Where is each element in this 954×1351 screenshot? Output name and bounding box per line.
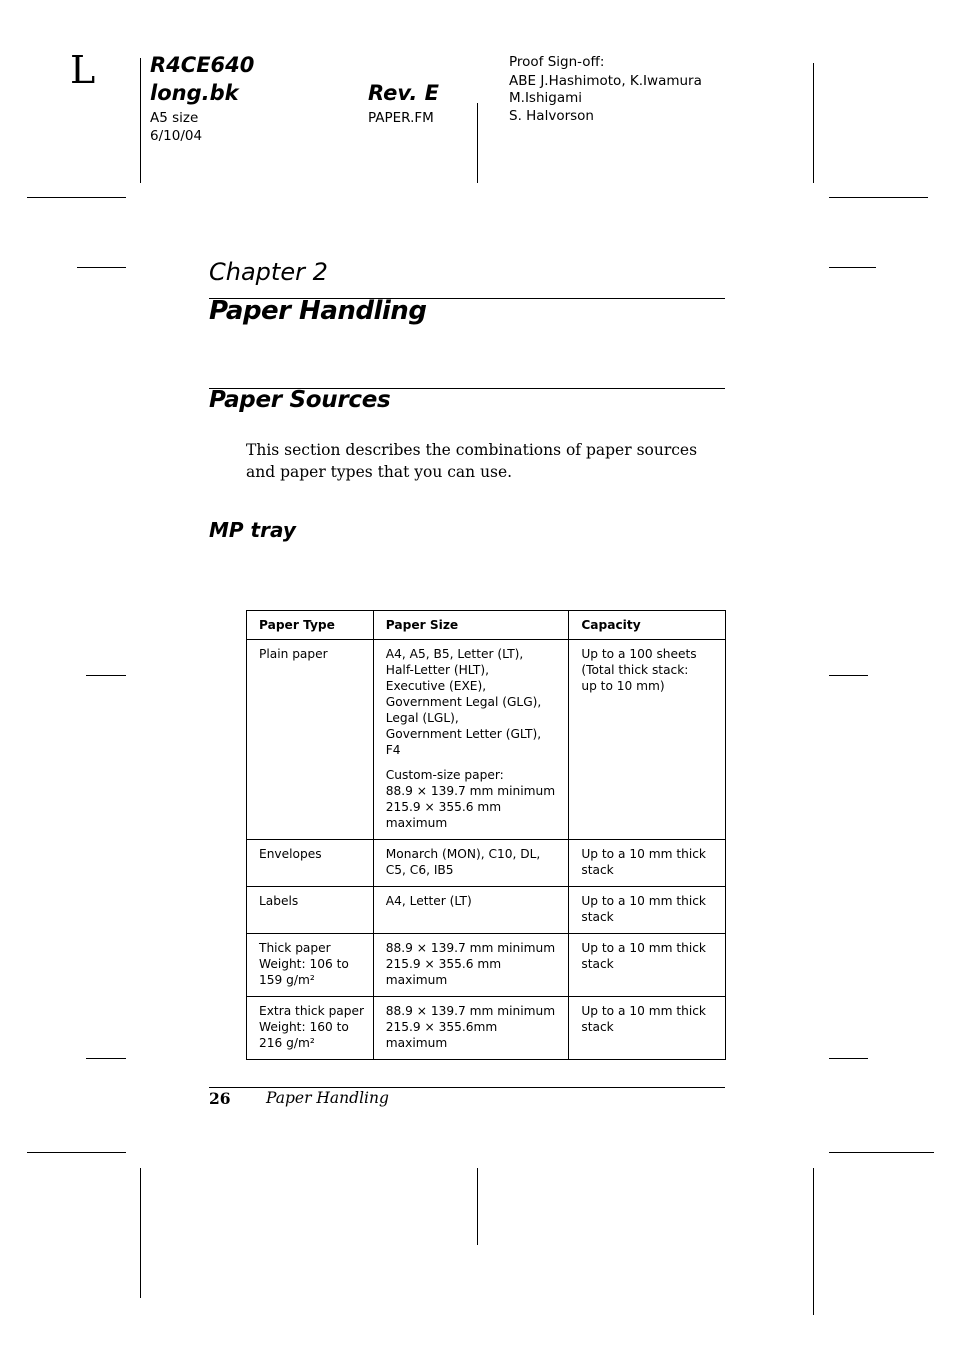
table-row [247,840,726,887]
paper-size: A5 size [150,110,199,126]
table-row [247,934,726,997]
crop-mark [77,267,126,268]
capacity-cell: Up to a 10 mm thick stack [569,887,726,934]
running-title: Paper Handling [266,1089,389,1107]
table-header-row [247,611,726,640]
header-date: 6/10/04 [150,128,203,144]
proof-signers: S. Halvorson [509,108,594,124]
paper-type-cell: Labels [247,887,374,934]
crop-mark [140,58,141,183]
page-side-mark: L [70,48,96,92]
paper-size-cell [373,640,569,840]
crop-mark [27,197,126,198]
crop-mark [829,675,868,676]
paper-type-cell: Envelopes [247,840,374,887]
paper-type-cell: Plain paper [247,640,374,840]
paper-size-list: A4, A5, B5, Letter (LT), Half-Letter (HLT), Executive (EXE), Government Legal (GLG), Legal (LGL), Government Letter (GLT), F4 [385,647,542,757]
table-row [247,640,726,840]
column-header: Paper Type [247,611,374,640]
paper-type-cell: Thick paper Weight: 106 to 159 g/m² [247,934,374,997]
crop-mark [829,267,876,268]
chapter-title: Paper Handling [209,296,427,326]
proof-signers: ABE J.Hashimoto, K.Iwamura [509,73,702,89]
subsection-title: MP tray [209,518,296,542]
crop-mark [477,103,478,183]
paper-size-cell: 88.9 × 139.7 mm minimum 215.9 × 355.6 mm maximum [373,934,569,997]
section-title: Paper Sources [209,387,391,413]
crop-mark [86,675,126,676]
book-name: long.bk [150,81,239,105]
crop-mark [829,1152,934,1153]
footer-rule [209,1087,725,1088]
table-row [247,887,726,934]
paper-sources-table [246,610,726,1060]
crop-mark [27,1152,126,1153]
capacity-cell: Up to a 10 mm thick stack [569,934,726,997]
crop-mark [140,1168,141,1298]
crop-mark [829,197,928,198]
paper-type-cell: Extra thick paper Weight: 160 to 216 g/m² [247,997,374,1060]
paper-size-cell: Monarch (MON), C10, DL, C5, C6, IB5 [373,840,569,887]
crop-mark [813,1168,814,1315]
capacity-cell: Up to a 10 mm thick stack [569,840,726,887]
page-number: 26 [209,1089,231,1108]
column-header: Capacity [569,611,726,640]
paper-size-cell: A4, Letter (LT) [373,887,569,934]
table-row [247,997,726,1060]
column-header: Paper Size [373,611,569,640]
crop-mark [813,63,814,183]
paper-size-cell: 88.9 × 139.7 mm minimum 215.9 × 355.6mm maximum [373,997,569,1060]
intro-paragraph: This section describes the combinations of paper sources and paper types that you can use. [246,441,698,481]
capacity-cell: Up to a 10 mm thick stack [569,997,726,1060]
product-code: R4CE640 [150,53,255,77]
revision: Rev. E [368,81,439,105]
file-name: PAPER.FM [368,110,434,126]
capacity-cell: Up to a 100 sheets (Total thick stack: up to 10 mm) [569,640,726,840]
crop-mark [477,1168,478,1245]
custom-size-range: Custom-size paper: 88.9 × 139.7 mm minimum 215.9 × 355.6 mm maximum [385,768,556,830]
chapter-label: Chapter 2 [209,258,328,286]
proof-title: Proof Sign-off: [509,54,605,70]
crop-mark [829,1058,868,1059]
proof-signers: M.Ishigami [509,90,583,106]
crop-mark [86,1058,126,1059]
